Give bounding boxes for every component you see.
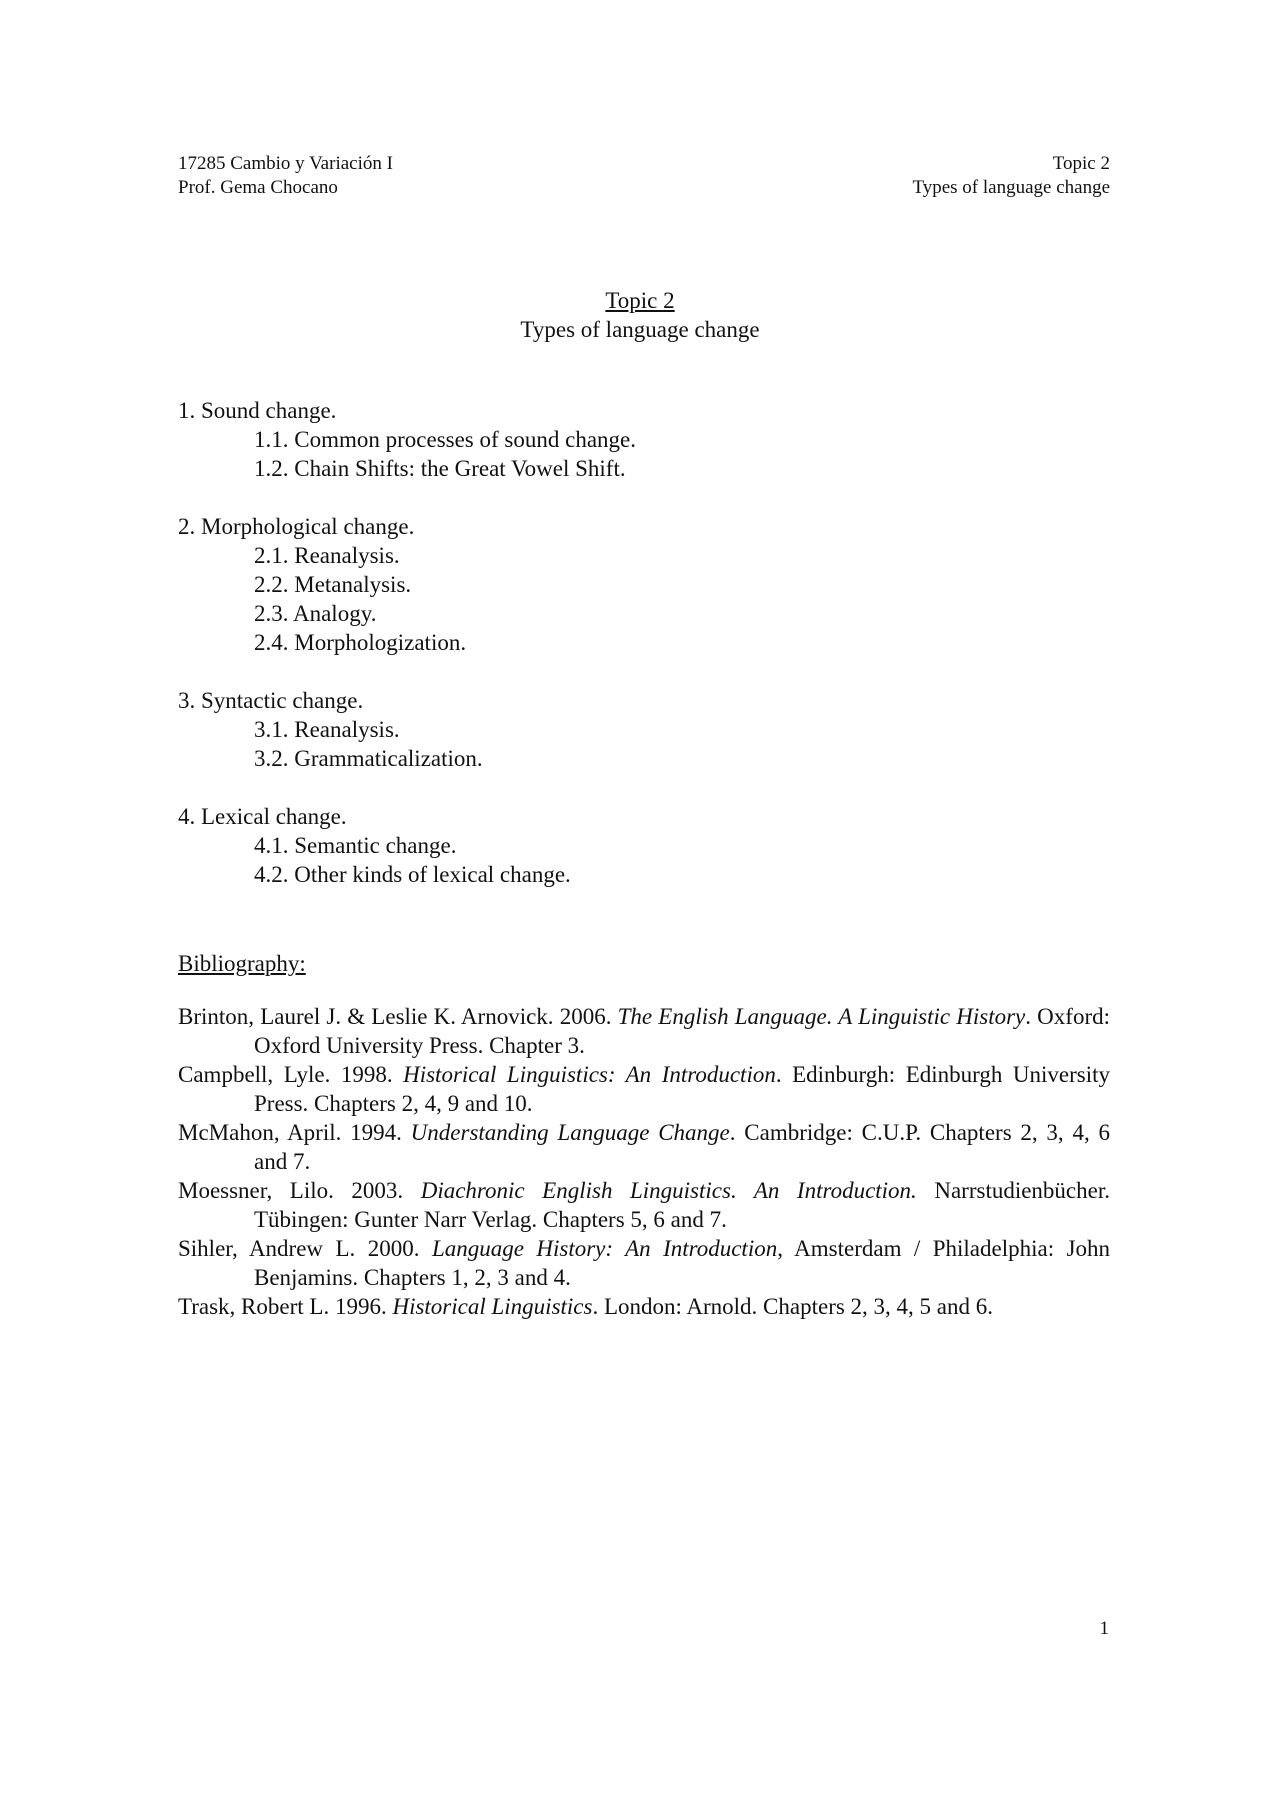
header-topic: Topic 2 — [1052, 153, 1110, 174]
subsection-item: 3.1. Reanalysis. — [254, 717, 400, 742]
entry-publication: Narrstudienbücher. Tübingen: Gunter Narr Verlag. Chapters 5, 6 and 7. — [254, 1178, 1110, 1232]
entry-title: Historical Linguistics: An Introduction — [403, 1062, 776, 1087]
bibliography-entry — [178, 1002, 1110, 1060]
entry-author: Moessner, Lilo. 2003. — [178, 1178, 421, 1203]
bibliography-heading: Bibliography: — [178, 951, 306, 976]
entry-author: Sihler, Andrew L. 2000. — [178, 1236, 432, 1261]
entry-title: Understanding Language Change — [410, 1120, 730, 1145]
entry-publication: . Oxford: Oxford University Press. Chapter 3. — [254, 1004, 1110, 1058]
bibliography-entry — [178, 1234, 1110, 1292]
section-heading: 3. Syntactic change. — [178, 688, 364, 713]
subsection-item: 2.2. Metanalysis. — [254, 572, 412, 597]
bibliography-entry — [178, 1292, 1110, 1321]
subsection-item: 3.2. Grammaticalization. — [254, 746, 483, 771]
outline-section — [178, 512, 1110, 657]
entry-author: Trask, Robert L. 1996. — [178, 1294, 393, 1319]
header-topic-title: Types of language change — [912, 177, 1110, 198]
bibliography-entry — [178, 1060, 1110, 1118]
professor-name: Prof. Gema Chocano — [178, 177, 338, 198]
entry-publication: , Amsterdam / Philadelphia: John Benjamins. Chapters 1, 2, 3 and 4. — [254, 1236, 1111, 1290]
section-heading: 4. Lexical change. — [178, 804, 347, 829]
topic-outline — [178, 396, 1110, 918]
entry-author: McMahon, April. 1994. — [178, 1120, 411, 1145]
subsection-item: 2.1. Reanalysis. — [254, 543, 400, 568]
header-right — [912, 152, 1110, 200]
outline-section — [178, 396, 1110, 483]
entry-author: Campbell, Lyle. 1998. — [178, 1062, 404, 1087]
outline-section — [178, 802, 1110, 889]
title-topic: Topic 2 — [605, 288, 675, 313]
section-heading: 1. Sound change. — [178, 398, 337, 423]
outline-section — [178, 686, 1110, 773]
section-heading: 2. Morphological change. — [178, 514, 415, 539]
entry-title: Diachronic English Linguistics. An Introduction. — [420, 1178, 917, 1203]
bibliography-entry — [178, 1118, 1110, 1176]
entry-author: Brinton, Laurel J. & Leslie K. Arnovick. 2006. — [178, 1004, 618, 1029]
bibliography-list — [178, 1002, 1110, 1321]
entry-title: Language History: An Introduction — [431, 1236, 778, 1261]
subsection-item: 2.4. Morphologization. — [254, 630, 467, 655]
entry-publication: . London: Arnold. Chapters 2, 3, 4, 5 and 6. — [592, 1294, 994, 1319]
title-subject: Types of language change — [520, 317, 760, 342]
subsection-item: 1.2. Chain Shifts: the Great Vowel Shift. — [254, 456, 626, 481]
subsection-item: 4.2. Other kinds of lexical change. — [254, 862, 571, 887]
subsection-item: 1.1. Common processes of sound change. — [254, 427, 636, 452]
document-title — [0, 286, 1280, 344]
entry-title: Historical Linguistics — [392, 1294, 593, 1319]
bibliography-entry — [178, 1176, 1110, 1234]
subsection-item: 4.1. Semantic change. — [254, 833, 457, 858]
entry-title: The English Language. A Linguistic History — [617, 1004, 1026, 1029]
course-code-title: 17285 Cambio y Variación I — [178, 153, 393, 174]
header-left — [178, 152, 393, 200]
entry-publication: . Edinburgh: Edinburgh University Press. Chapters 2, 4, 9 and 10. — [254, 1062, 1111, 1116]
page-number: 1 — [1099, 1618, 1109, 1639]
subsection-item: 2.3. Analogy. — [254, 601, 377, 626]
entry-publication: . Cambridge: C.U.P. Chapters 2, 3, 4, 6 and 7. — [254, 1120, 1110, 1174]
